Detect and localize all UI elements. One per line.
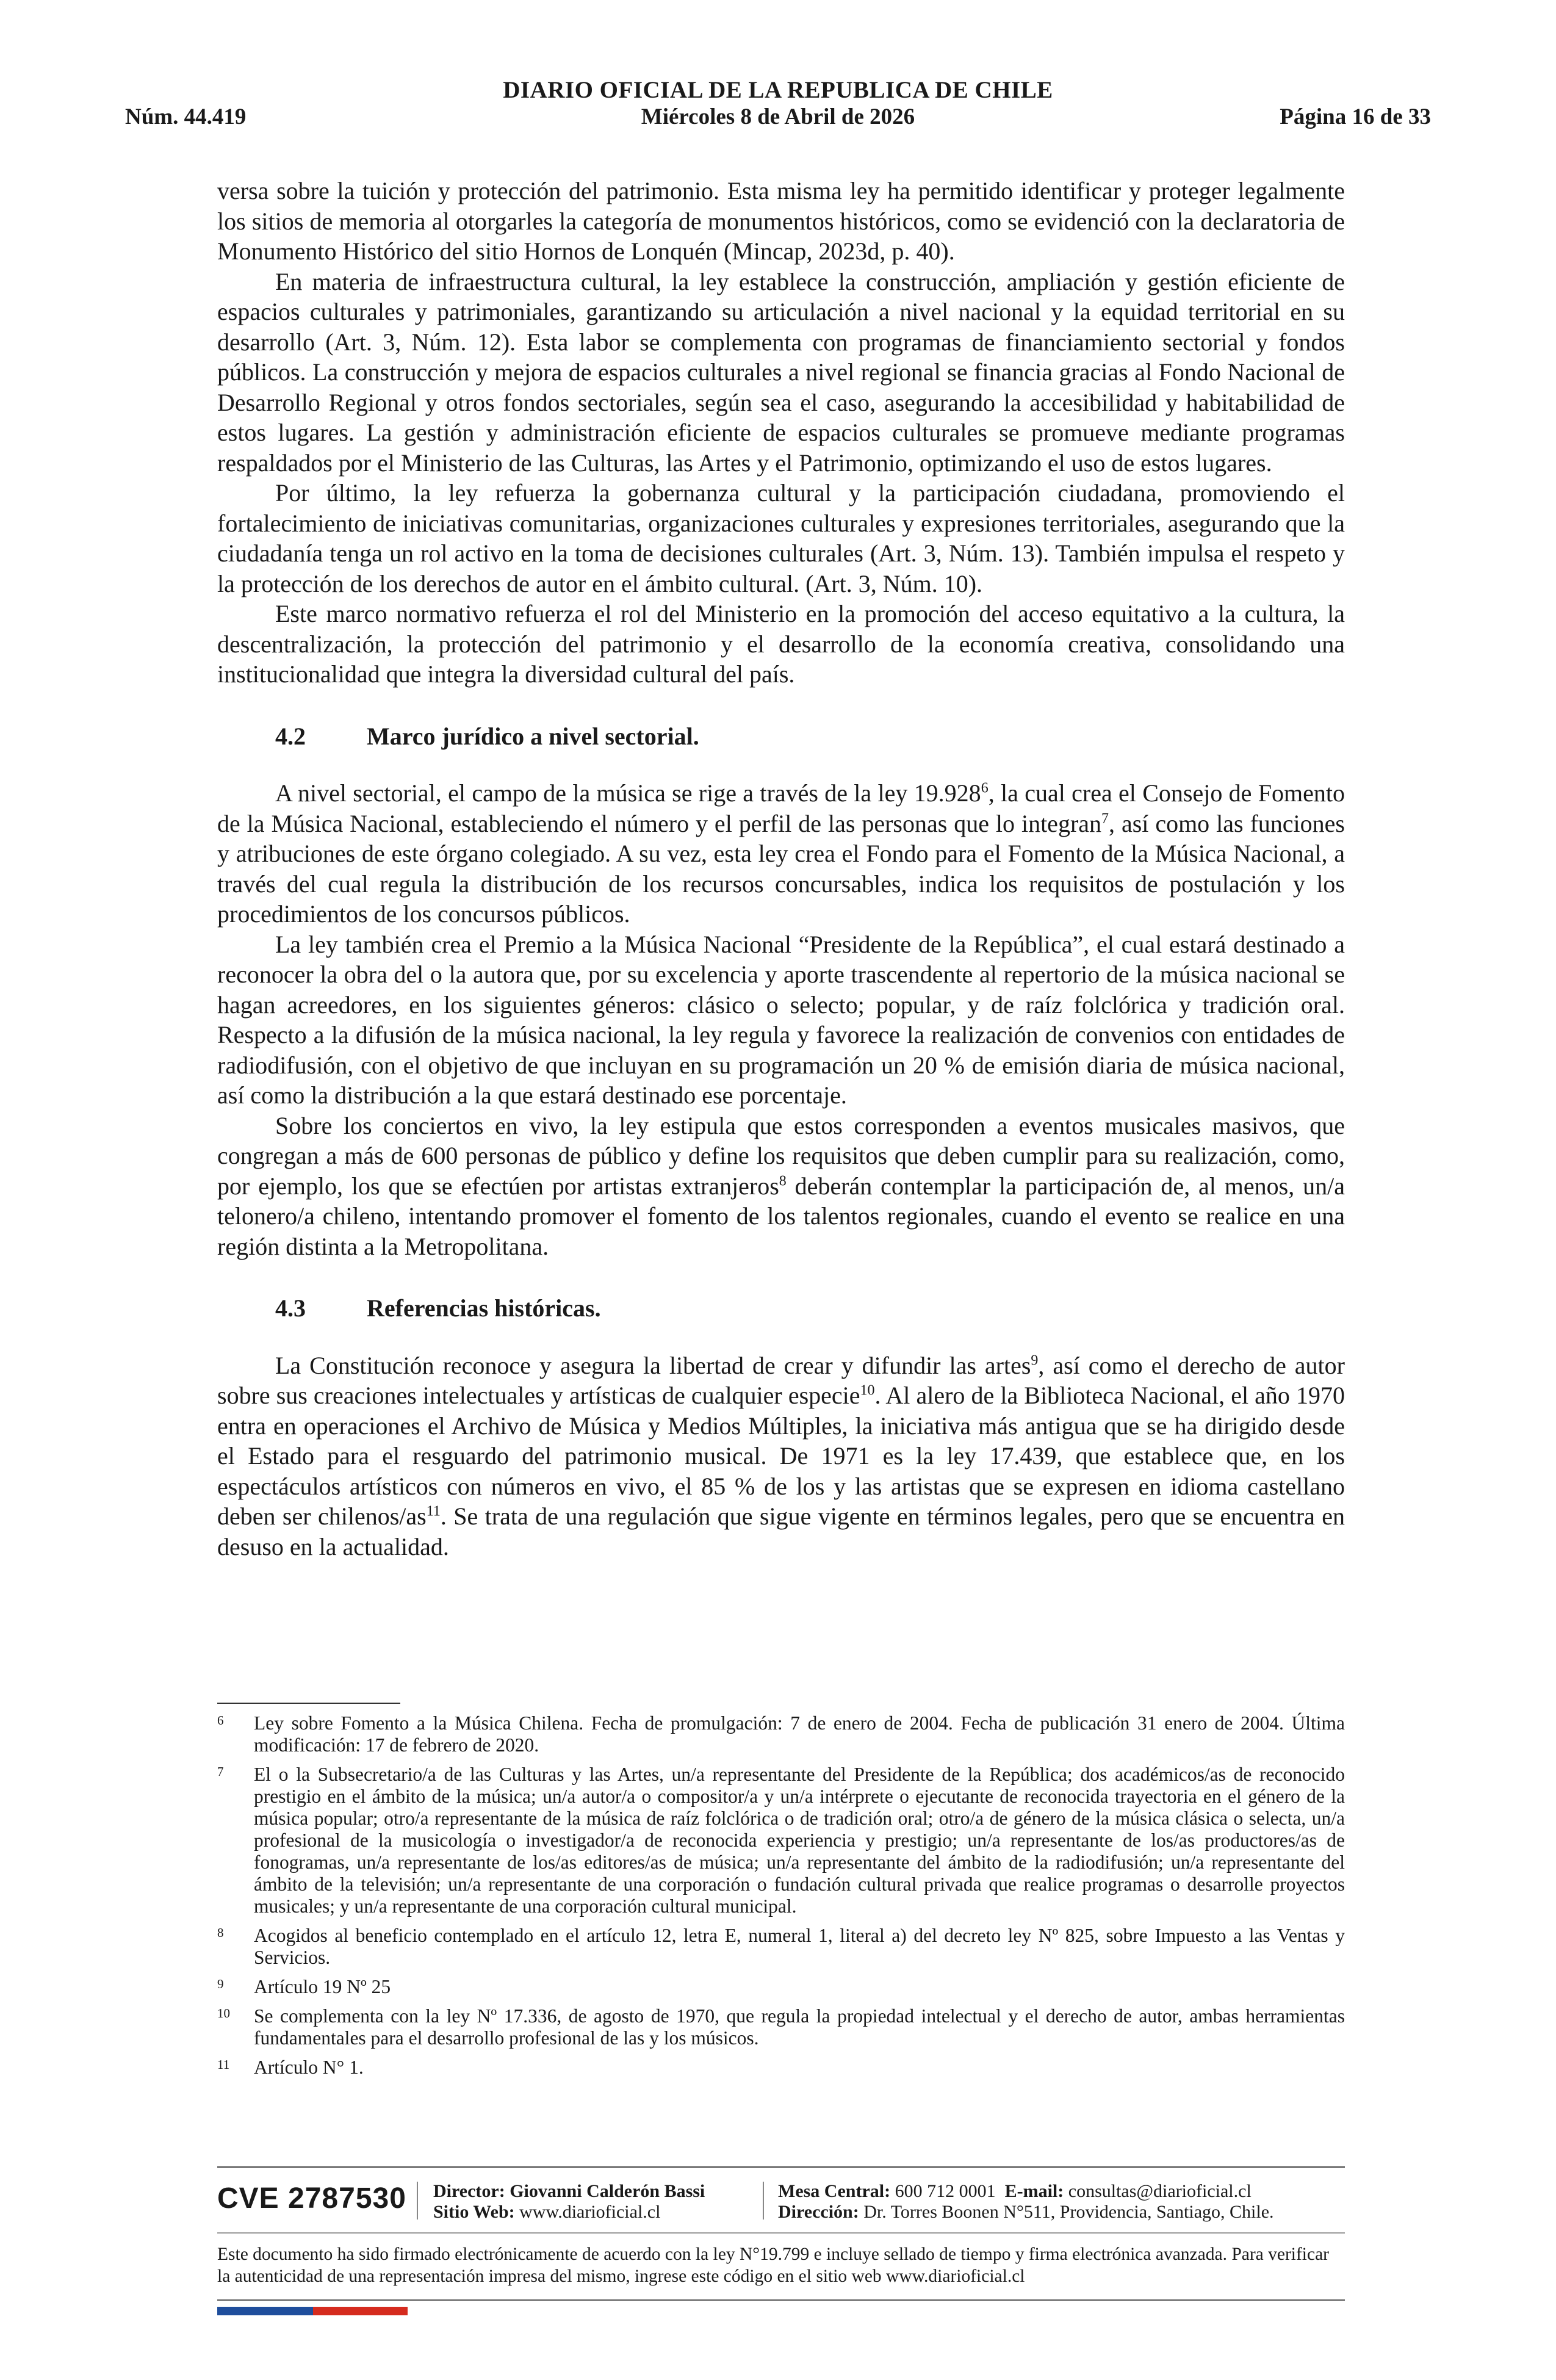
contact-block: Mesa Central: 600 712 0001 E-mail: consultas@diarioficial.cl Dirección: Dr. Torres Boonen N°511, Providencia, Santiago, Chile. <box>778 2181 1274 2222</box>
issue-number: Núm. 44.419 <box>125 104 247 129</box>
footnote-ref-9[interactable]: 9 <box>1031 1352 1039 1369</box>
director-block: Director: Giovanni Calderón Bassi Sitio Web: www.diarioficial.cl <box>433 2181 705 2222</box>
footer-separator <box>763 2182 764 2220</box>
footnote: 11 Artículo N° 1. <box>217 2057 364 2078</box>
footnote: 6 Ley sobre Fomento a la Música Chilena. Fecha de promulgación: 7 de enero de 2004. Fecha de publicación 31 enero de 2004. Última modificación: 17 de febrero de 2020. <box>217 1712 1345 1756</box>
section-title: Marco jurídico a nivel sectorial. <box>367 722 699 750</box>
section-title: Referencias históricas. <box>367 1294 601 1322</box>
legal-notice: Este documento ha sido firmado electrónicamente de acuerdo con la ley N°19.799 e incluye sellado de tiempo y firma electrónica avanzada. Para verificar la autenticidad de una representación impresa del mismo, ingrese este código en el sitio web www.diarioficial.cl <box>217 2245 1329 2286</box>
paragraph-2: En materia de infraestructura cultural, la ley establece la construcción, ampliación y gestión eficiente de espacios culturales y patrimoniales, garantizando su articulación a nivel nacional y la equidad territorial en su desarrollo (Art. 3, Núm. 12). Esta labor se complementa con programas de financiamiento sectorial y fondos públicos. La construcción y mejora de espacios culturales a nivel regional se financia gracias al Fondo Nacional de Desarrollo Regional y otros fondos sectoriales, según sea el caso, asegurando la accesibilidad y habitabilidad de estos lugares. La gestión y administración eficiente de espacios culturales se promueve mediante programas respaldados por el Ministerio de las Culturas, las Artes y el Patrimonio, optimizando el uso de estos lugares. <box>217 267 1345 477</box>
section-heading-4-3 <box>217 1293 1345 1324</box>
phone-number: 600 712 0001 <box>895 2181 996 2201</box>
paragraph-1: versa sobre la tuición y protección del patrimonio. Esta misma ley ha permitido identificar y proteger legalmente los sitios de memoria al otorgarles la categoría de monumentos históricos, como se evidenció con la declaratoria de Monumento Histórico del sitio Hornos de Lonquén (Mincap, 2023d, p. 40). <box>217 177 1345 265</box>
footer-separator <box>417 2182 418 2220</box>
paragraph-4: Este marco normativo refuerza el rol del Ministerio en la promoción del acceso equitativo a la cultura, la descentralización, la protección del patrimonio y el desarrollo de la economía creativa, consolidando una institucionalidad que integra la diversidad cultural del país. <box>217 600 1345 688</box>
footnote-divider <box>217 1703 400 1704</box>
paragraph-8: La Constitución reconoce y asegura la libertad de crear y difundir las artes$^9$, así como el derecho de autor sobre sus creaciones intelectuales y artísticas de cualquier especie$^{10}$. Al alero de la Biblioteca Nacional, el año 1970 entra en operaciones el Archivo de Música y Medios Múltiples, la iniciativa más antigua que se ha dirigido desde el Estado para el resguardo del patrimonio musical. De 1971 es la ley 17.439, que establece que, en los espectáculos artísticos con números en vivo, el 85 % de los y las artistas que se expresen en idioma castellano deben ser chilenos/$as^{11}$. Se trata de una regulación que sigue vigente en términos legales, pero que se encuentra en desuso en la actualidad. <box>217 1351 1345 1560</box>
footnote-ref-8[interactable]: 8 <box>779 1173 787 1189</box>
cve-code: CVE 2787530 <box>217 2182 406 2215</box>
gazette-title: DIARIO OFICIAL DE LA REPUBLICA DE CHILE <box>503 77 1053 103</box>
footer-bottom-rule <box>217 2299 1345 2301</box>
flag-stripe-red <box>313 2307 408 2315</box>
main-content <box>217 176 1345 1562</box>
flag-stripe-blue <box>217 2307 313 2315</box>
website-link[interactable]: www.diarioficial.cl <box>519 2202 661 2222</box>
paragraph-3: Por último, la ley refuerza la gobernanza cultural y la participación ciudadana, promoviendo el fortalecimiento de iniciativas comunitarias, organizaciones culturales y expresiones territoriales, asegurando que la ciudadanía tenga un rol activo en la toma de decisiones culturales (Art. 3, Núm. 13). También impulsa el respeto y la protección de los derechos de autor en el ámbito cultural. (Art. 3, Núm. 10). <box>217 479 1345 597</box>
footnote: 10 Se complementa con la ley Nº 17.336, de agosto de 1970, que regula la propiedad intelectual y el derecho de autor, ambas herramientas fundamentales para el desarrollo profesional de las y los músicos. <box>217 2005 1345 2049</box>
paragraph-7: Sobre los conciertos en vivo, la ley estipula que estos corresponden a eventos musicales masivos, que congregan a más de 600 personas de público y define los requisitos que deben cumplir para su realización, como, por ejemplo, los que se efectúen por artistas extranjeros$^8$ deberán contemplar la participación de, al menos, un/a telonero/a chileno, intentando promover el fomento de los talentos regionales, cuando el evento se realice en una región distinta a la Metropolitana. <box>217 1111 1345 1260</box>
footnote: 7 El o la Subsecretario/a de las Culturas y las Artes, un/a representante del Presidente de la República; dos académicos/as de reconocido prestigio en el ámbito de la música; un/a autor/a o compositor/a y un/a intérprete o ejecutante de reconocida trayectoria en el género de la música popular; otro/a representante de la música de raíz folclórica o de tradición oral; otro/a de género de la música clásica o selecta, un/a profesional de la musicología o investigador/a de reconocida experiencia y prestigio; un/a representante de los/as productores/as de fonogramas, un/a representante de los/as editores/as de música; un/a representante del ámbito de la radiodifusión; un/a representante del ámbito de la televisión; un/a representante de una corporación o fundación cultural privada que realice programas o desarrolle proyectos musicales; y un/a representante de una corporación cultural municipal. <box>217 1764 1345 1917</box>
issue-date: Miércoles 8 de Abril de 2026 <box>641 104 915 129</box>
section-number: 4.2 <box>275 722 306 750</box>
section-number: 4.3 <box>275 1294 306 1322</box>
paragraph-6: La ley también crea el Premio a la Música Nacional “Presidente de la República”, el cual estará destinado a reconocer la obra del o la autora que, por su excelencia y aporte trascendente al repertorio de la música nacional se hagan acreedores, en los siguientes géneros: clásico o selecto; popular, y de raíz folclórica y tradición oral. Respecto a la difusión de la música nacional, la ley regula y favorece la realización de convenios con entidades de radiodifusión, con el objetivo de que incluyan en su programación un 20 % de emisión diaria de música nacional, así como la distribución a la que estará destinado ese porcentaje. <box>217 930 1345 1109</box>
page-number: Página 16 de 33 <box>1280 104 1431 129</box>
section-heading-4-2 <box>217 721 1345 752</box>
footnote-ref-6[interactable]: 6 <box>981 780 989 796</box>
paragraph-5: A nivel sectorial, el campo de la música se rige a través de la ley 19.928$^6$, la cual crea el Consejo de Fomento de la Música Nacional, estableciendo el número y el perfil de las personas que lo integran$^7$, así como las funciones y atribuciones de este órgano colegiado. A su vez, esta ley crea el Fondo para el Fomento de la Música Nacional, a través del cual regula la distribución de los recursos concursables, indica los requisitos de postulación y los procedimientos de los concursos públicos. <box>217 779 1345 928</box>
footnote-ref-10[interactable]: 10 <box>860 1382 875 1399</box>
director-name: Giovanni Calderón Bassi <box>510 2181 705 2201</box>
footnote: 9 Artículo 19 Nº 25 <box>217 1976 391 1997</box>
page-header <box>125 76 1431 137</box>
footnote-ref-7[interactable]: 7 <box>1101 810 1109 827</box>
footnote-ref-11[interactable]: 11 <box>426 1503 441 1520</box>
footer-divider <box>217 2166 1345 2168</box>
email-link[interactable]: consultas@diarioficial.cl <box>1068 2181 1252 2201</box>
footnotes <box>217 1712 1345 2086</box>
footer-divider <box>217 2232 1345 2234</box>
address: Dr. Torres Boonen N°511, Providencia, Santiago, Chile. <box>863 2202 1274 2222</box>
footnote: 8 Acogidos al beneficio contemplado en el artículo 12, letra E, numeral 1, literal a) del decreto ley Nº 825, sobre Impuesto a las Ventas y Servicios. <box>217 1925 1345 1968</box>
